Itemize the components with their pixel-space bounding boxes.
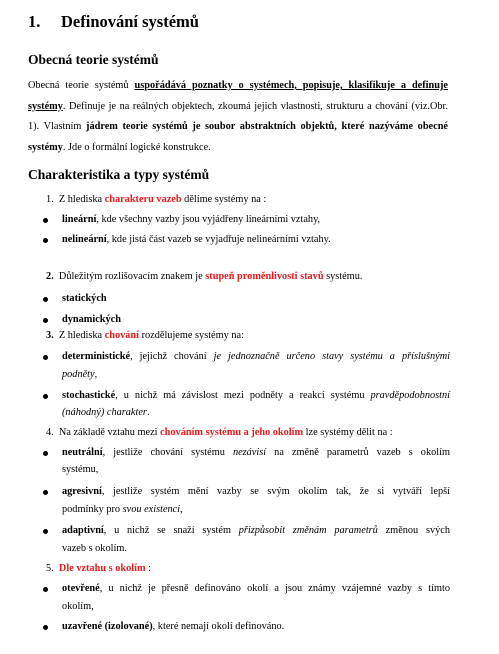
bullet-line-1 xyxy=(62,485,450,499)
bullet-text: , kde jistá část vazeb se vyjadřuje nelineárními vztahy. xyxy=(106,234,331,245)
item-text: Z hlediska xyxy=(58,194,105,205)
title-number: 1. xyxy=(28,12,41,31)
bullet-item-static xyxy=(62,292,107,306)
bullet-bold: statických xyxy=(62,293,107,304)
item-text: Důležitým rozlišovacím znakem je xyxy=(58,271,206,282)
bullet-text: , kde všechny vazby jsou vyjádřeny lineárními vztahy, xyxy=(96,214,321,225)
bullet-item-dynamic xyxy=(62,313,121,327)
bullet-text: podmínky pro xyxy=(62,504,123,515)
bullet-icon xyxy=(43,587,48,592)
bullet-text: , které nemají okolí definováno. xyxy=(152,621,285,632)
bullet-text: vazeb s okolím. xyxy=(62,543,127,554)
bullet-icon xyxy=(43,318,48,323)
bullet-text: , xyxy=(94,369,98,380)
item-red-text: stupeň proměnlivosti stavů xyxy=(205,271,324,282)
bullet-item-open-line2 xyxy=(62,600,94,614)
bullet-item-stochastic-line2 xyxy=(62,406,150,420)
bullet-item-closed xyxy=(62,620,284,634)
bullet-text: na změně parametrů vazeb s okolím xyxy=(266,447,450,458)
bullet-line-1 xyxy=(62,524,450,538)
section-heading-theory: Obecná teorie systémů xyxy=(28,52,159,67)
bullet-bold: neutrální xyxy=(62,447,103,458)
theory-text-e: . Jde o formální logické konstrukce. xyxy=(62,141,211,153)
bullet-bold: lineární xyxy=(62,214,97,225)
bullet-item-aggressive-line2 xyxy=(62,503,183,517)
bullet-item-linear xyxy=(62,213,320,227)
bullet-text: , jestliže chování systému xyxy=(102,447,233,458)
item-text: Na základě vztahu mezi xyxy=(58,427,161,438)
bullet-text: , jestliže systém mění vazby se svým okolím tak, že si vytváří lepší xyxy=(101,486,450,497)
bullet-icon xyxy=(43,238,48,243)
bullet-item-aggressive xyxy=(62,485,450,499)
bullet-text: . xyxy=(146,407,150,418)
item-number: 1. xyxy=(46,194,54,205)
item-text: Z hlediska xyxy=(58,330,105,341)
bullet-item-stochastic xyxy=(62,389,450,403)
bullet-text: , u nichž má závislost mezi podněty a reakcí systému xyxy=(115,390,371,401)
bullet-bold: otevřené xyxy=(62,583,100,594)
item-number: 2. xyxy=(46,271,54,282)
bullet-icon xyxy=(43,490,48,495)
item-text-end: systému. xyxy=(323,271,363,282)
item-text-end: lze systémy dělit na : xyxy=(303,427,393,438)
bullet-icon xyxy=(43,529,48,534)
bullet-italic: přizpůsobit změnám parametrů xyxy=(238,525,378,536)
item-number: 5. xyxy=(46,563,54,574)
item-red-text: chování xyxy=(104,330,139,341)
bullet-item-deterministic xyxy=(62,350,450,364)
bullet-text: systému, xyxy=(62,464,99,475)
page-title xyxy=(28,12,199,32)
bullet-line-1 xyxy=(62,350,450,364)
bullet-icon xyxy=(43,625,48,630)
bullet-bold: adaptivní xyxy=(62,525,104,536)
bullet-bold: deterministické xyxy=(62,351,131,362)
bullet-item-adaptive-line2 xyxy=(62,542,127,556)
item-red-text: chováním systému a jeho okolím xyxy=(160,427,304,438)
theory-paragraph xyxy=(28,76,448,158)
bullet-italic: pravděpodobnostní xyxy=(370,390,450,401)
bullet-icon xyxy=(43,355,48,360)
bullet-icon xyxy=(43,297,48,302)
bullet-icon xyxy=(43,218,48,223)
bullet-bold: nelineární xyxy=(62,234,107,245)
bullet-line-1 xyxy=(62,389,450,403)
bullet-italic: nezávisí xyxy=(232,447,267,458)
item-red-text: charakteru vazeb xyxy=(104,194,182,205)
title-text: Definování systémů xyxy=(61,12,199,31)
bullet-italic: je jednoznačně určeno stavy systému a příslušnými xyxy=(213,351,450,362)
bullet-icon xyxy=(43,394,48,399)
theory-text-underlined: uspořádává poznatky o systémech, popisuje, klasifikuje a definuje systémy xyxy=(28,80,448,112)
list-item-5 xyxy=(46,562,151,576)
bullet-italic: (náhodný) charakter xyxy=(62,407,147,418)
item-red-text: Dle vztahu s okolím xyxy=(58,563,146,574)
theory-text-bold: jádrem teorie systémů je soubor abstraktních objektů, které nazýváme obecné systémy xyxy=(28,121,448,153)
bullet-item-deterministic-line2 xyxy=(62,368,97,382)
bullet-bold: stochastické xyxy=(62,390,116,401)
bullet-text: , u nichž je přesně definováno okolí a jsou známy vzájemné vazby s tímto xyxy=(99,583,450,594)
bullet-bold: uzavřené (izolované) xyxy=(62,621,153,632)
bullet-line-1 xyxy=(62,446,450,460)
bullet-item-neutral xyxy=(62,446,450,460)
bullet-text: , xyxy=(180,504,183,515)
bullet-text: , u nichž se snaží systém xyxy=(103,525,239,536)
bullet-text: , jejichž chování xyxy=(130,351,214,362)
item-text-end: : xyxy=(145,563,151,574)
list-item-3 xyxy=(46,329,244,343)
bullet-bold: agresivní xyxy=(62,486,102,497)
bullet-line-1 xyxy=(62,582,450,596)
item-text-end: dělíme systémy na : xyxy=(181,194,267,205)
theory-text-a: Obecná teorie systémů xyxy=(28,80,135,91)
item-text-end: rozdělujeme systémy na: xyxy=(139,330,244,341)
bullet-text: změnou svých xyxy=(377,525,450,536)
item-number: 3. xyxy=(46,330,54,341)
bullet-italic: podněty xyxy=(62,369,95,380)
list-item-1 xyxy=(46,193,266,207)
bullet-item-adaptive xyxy=(62,524,450,538)
bullet-italic: svou existenci xyxy=(122,504,181,515)
bullet-item-nonlinear xyxy=(62,233,331,247)
bullet-icon xyxy=(43,451,48,456)
theory-text-c: . Definuje je na reálných objektech, zkoumá jejich vlastnosti, strukturu a chování (viz.Obr. 1). Vlastním xyxy=(28,100,448,132)
section-heading-types: Charakteristika a typy systémů xyxy=(28,167,210,182)
bullet-text: okolím, xyxy=(62,601,94,612)
list-item-2 xyxy=(46,270,362,284)
bullet-item-neutral-line2 xyxy=(62,463,98,477)
bullet-bold: dynamických xyxy=(62,314,121,325)
list-item-4 xyxy=(46,426,393,440)
bullet-item-open xyxy=(62,582,450,596)
item-number: 4. xyxy=(46,427,54,438)
